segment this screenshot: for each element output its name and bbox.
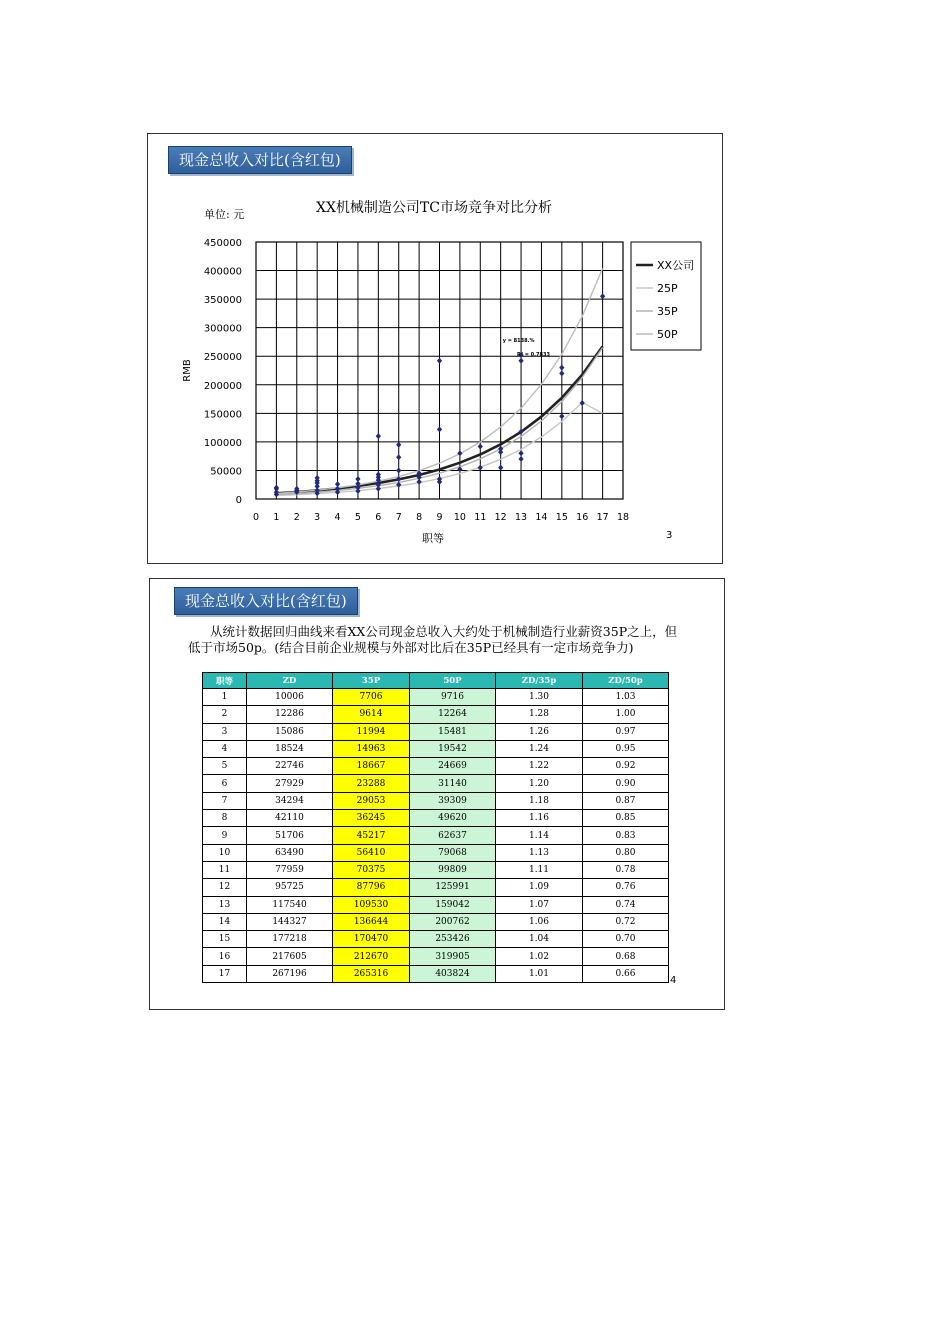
table-cell: 1.06 <box>496 913 583 930</box>
col-grade: 职等 <box>203 673 247 689</box>
table-cell: 1.07 <box>496 896 583 913</box>
table-cell: 267196 <box>247 965 333 982</box>
table-row <box>203 844 669 861</box>
table-cell: 70375 <box>333 861 410 878</box>
table-cell: 1.30 <box>496 689 583 706</box>
table-cell: 0.76 <box>583 879 669 896</box>
table-cell: 9614 <box>333 706 410 723</box>
table-cell: 212670 <box>333 948 410 965</box>
table-cell: 1.01 <box>496 965 583 982</box>
x-tick-label: 7 <box>395 512 402 523</box>
x-tick-label: 16 <box>576 512 589 523</box>
table-cell: 2 <box>203 706 247 723</box>
table-cell: 12264 <box>410 706 496 723</box>
table-cell: 1.11 <box>496 861 583 878</box>
table-cell: 31140 <box>410 775 496 792</box>
x-tick-label: 3 <box>314 512 321 523</box>
table-cell: 8 <box>203 810 247 827</box>
table-cell: 27929 <box>247 775 333 792</box>
table-cell: 1.18 <box>496 792 583 809</box>
table-cell: 170470 <box>333 931 410 948</box>
y-tick-label: 250000 <box>203 352 242 364</box>
table-cell: 15481 <box>410 723 496 740</box>
legend-label: XX公司 <box>657 259 695 272</box>
x-tick-label: 4 <box>334 512 341 523</box>
table-row <box>203 775 669 792</box>
scatter-chart <box>148 174 722 554</box>
table-cell: 18667 <box>333 758 410 775</box>
table-row <box>203 689 669 706</box>
x-tick-label: 14 <box>535 512 548 523</box>
slide-chart <box>147 133 723 564</box>
summary-paragraph <box>188 624 688 656</box>
table-cell: 403824 <box>410 965 496 982</box>
table-cell: 1.02 <box>496 948 583 965</box>
table-cell: 3 <box>203 723 247 740</box>
table-row <box>203 827 669 844</box>
table-cell: 125991 <box>410 879 496 896</box>
chart-title: XX机械制造公司TC市场竞争对比分析 <box>316 200 552 216</box>
table-cell: 200762 <box>410 913 496 930</box>
table-cell: 1.14 <box>496 827 583 844</box>
table-cell: 15086 <box>247 723 333 740</box>
table-cell: 87796 <box>333 879 410 896</box>
y-tick-label: 300000 <box>203 323 242 335</box>
table-cell: 77959 <box>247 861 333 878</box>
table-cell: 0.74 <box>583 896 669 913</box>
x-tick-label: 17 <box>596 512 609 523</box>
unit-label: 单位: 元 <box>204 208 245 221</box>
table-cell: 265316 <box>333 965 410 982</box>
table-row <box>203 758 669 775</box>
slide2-banner: 现金总收入对比(含红包) <box>174 587 358 615</box>
y-tick-label: 350000 <box>203 295 242 307</box>
table-cell: 1 <box>203 689 247 706</box>
table-cell: 79068 <box>410 844 496 861</box>
table-cell: 51706 <box>247 827 333 844</box>
x-tick-label: 15 <box>555 512 568 523</box>
table-cell: 117540 <box>247 896 333 913</box>
x-tick-label: 8 <box>416 512 423 523</box>
y-tick-label: 100000 <box>203 437 242 449</box>
table-cell: 95725 <box>247 879 333 896</box>
table-cell: 11 <box>203 861 247 878</box>
table-row <box>203 740 669 757</box>
x-tick-label: 11 <box>474 512 487 523</box>
table-row <box>203 965 669 982</box>
table-cell: 0.95 <box>583 740 669 757</box>
x-tick-label: 18 <box>616 512 630 523</box>
table-cell: 0.83 <box>583 827 669 844</box>
table-cell: 4 <box>203 740 247 757</box>
legend-label: 35P <box>657 305 678 318</box>
table-cell: 56410 <box>333 844 410 861</box>
y-tick-label: 200000 <box>203 380 242 392</box>
table-cell: 36245 <box>333 810 410 827</box>
table-cell: 159042 <box>410 896 496 913</box>
table-row <box>203 706 669 723</box>
table-cell: 1.00 <box>583 706 669 723</box>
table-cell: 1.03 <box>583 689 669 706</box>
table-cell: 1.24 <box>496 740 583 757</box>
table-cell: 62637 <box>410 827 496 844</box>
table-cell: 7706 <box>333 689 410 706</box>
table-cell: 144327 <box>247 913 333 930</box>
table-cell: 12 <box>203 879 247 896</box>
table-cell: 45217 <box>333 827 410 844</box>
annotation-r2: R² = 0.7833 <box>516 352 550 359</box>
table-cell: 1.22 <box>496 758 583 775</box>
table-cell: 1.04 <box>496 931 583 948</box>
x-tick-label: 2 <box>293 512 300 523</box>
slide-table <box>149 578 725 1010</box>
table-row <box>203 861 669 878</box>
table-cell: 0.85 <box>583 810 669 827</box>
x-tick-label: 12 <box>494 512 507 523</box>
table-cell: 29053 <box>333 792 410 809</box>
table-cell: 42110 <box>247 810 333 827</box>
table-cell: 0.80 <box>583 844 669 861</box>
table-header-row <box>203 673 669 689</box>
table-row <box>203 879 669 896</box>
table-cell: 49620 <box>410 810 496 827</box>
y-tick-label: 450000 <box>203 238 242 249</box>
col-zd: ZD <box>247 673 333 689</box>
table-cell: 0.66 <box>583 965 669 982</box>
table-cell: 17 <box>203 965 247 982</box>
table-cell: 0.78 <box>583 861 669 878</box>
table-cell: 22746 <box>247 758 333 775</box>
table-cell: 13 <box>203 896 247 913</box>
y-tick-label: 0 <box>235 495 242 506</box>
table-cell: 5 <box>203 758 247 775</box>
table-cell: 9 <box>203 827 247 844</box>
table-row <box>203 896 669 913</box>
table-cell: 63490 <box>247 844 333 861</box>
table-cell: 109530 <box>333 896 410 913</box>
table-row <box>203 723 669 740</box>
table-cell: 39309 <box>410 792 496 809</box>
table-cell: 177218 <box>247 931 333 948</box>
table-cell: 12286 <box>247 706 333 723</box>
table-cell: 11994 <box>333 723 410 740</box>
y-tick-label: 400000 <box>203 266 242 278</box>
x-tick-label: 6 <box>375 512 382 523</box>
table-cell: 14 <box>203 913 247 930</box>
x-tick-label: 9 <box>436 512 443 523</box>
slide1-banner: 现金总收入对比(含红包) <box>168 146 352 174</box>
table-cell: 0.87 <box>583 792 669 809</box>
table-cell: 16 <box>203 948 247 965</box>
y-tick-label: 150000 <box>203 409 242 421</box>
col-zd-35p: ZD/35p <box>496 673 583 689</box>
page-number: 3 <box>666 530 673 541</box>
table-row <box>203 913 669 930</box>
table-cell: 0.90 <box>583 775 669 792</box>
col-35p: 35P <box>333 673 410 689</box>
table-cell: 7 <box>203 792 247 809</box>
table-cell: 217605 <box>247 948 333 965</box>
table-cell: 253426 <box>410 931 496 948</box>
page-number: 4 <box>670 975 677 986</box>
table-cell: 10006 <box>247 689 333 706</box>
y-tick-label: 50000 <box>210 466 242 478</box>
table-cell: 18524 <box>247 740 333 757</box>
table-cell: 34294 <box>247 792 333 809</box>
col-zd-50p: ZD/50p <box>583 673 669 689</box>
table-cell: 1.26 <box>496 723 583 740</box>
table-cell: 9716 <box>410 689 496 706</box>
table-cell: 24669 <box>410 758 496 775</box>
table-cell: 19542 <box>410 740 496 757</box>
summary-text: 从统计数据回归曲线来看XX公司现金总收入大约处于机械制造行业薪资35P之上，但低于市场50p。(结合目前企业规模与外部对比后在35P已经具有一定市场竞争力) <box>188 624 678 655</box>
table-cell: 0.92 <box>583 758 669 775</box>
table-row <box>203 931 669 948</box>
table-cell: 319905 <box>410 948 496 965</box>
table-cell: 1.28 <box>496 706 583 723</box>
table-row <box>203 948 669 965</box>
x-axis-label: 职等 <box>422 532 444 545</box>
y-axis-label: RMB <box>182 359 193 382</box>
table-cell: 99809 <box>410 861 496 878</box>
table-cell: 1.20 <box>496 775 583 792</box>
col-50p: 50P <box>410 673 496 689</box>
table-cell: 0.70 <box>583 931 669 948</box>
table-cell: 15 <box>203 931 247 948</box>
table-cell: 10 <box>203 844 247 861</box>
x-tick-label: 10 <box>453 512 466 523</box>
table-row <box>203 792 669 809</box>
x-tick-label: 0 <box>252 512 260 523</box>
comparison-table <box>202 672 669 983</box>
x-tick-label: 5 <box>354 512 361 523</box>
x-tick-label: 13 <box>515 512 528 523</box>
table-cell: 6 <box>203 775 247 792</box>
annotation-equation: y = 8138.% <box>502 337 535 344</box>
table-cell: 0.72 <box>583 913 669 930</box>
table-cell: 1.13 <box>496 844 583 861</box>
table-cell: 1.09 <box>496 879 583 896</box>
table-cell: 136644 <box>333 913 410 930</box>
table-cell: 0.68 <box>583 948 669 965</box>
table-cell: 0.97 <box>583 723 669 740</box>
legend-label: 25P <box>657 282 678 295</box>
table-cell: 1.16 <box>496 810 583 827</box>
table-cell: 14963 <box>333 740 410 757</box>
legend-label: 50P <box>657 328 678 341</box>
x-tick-label: 1 <box>273 512 280 523</box>
table-cell: 23288 <box>333 775 410 792</box>
table-row <box>203 810 669 827</box>
